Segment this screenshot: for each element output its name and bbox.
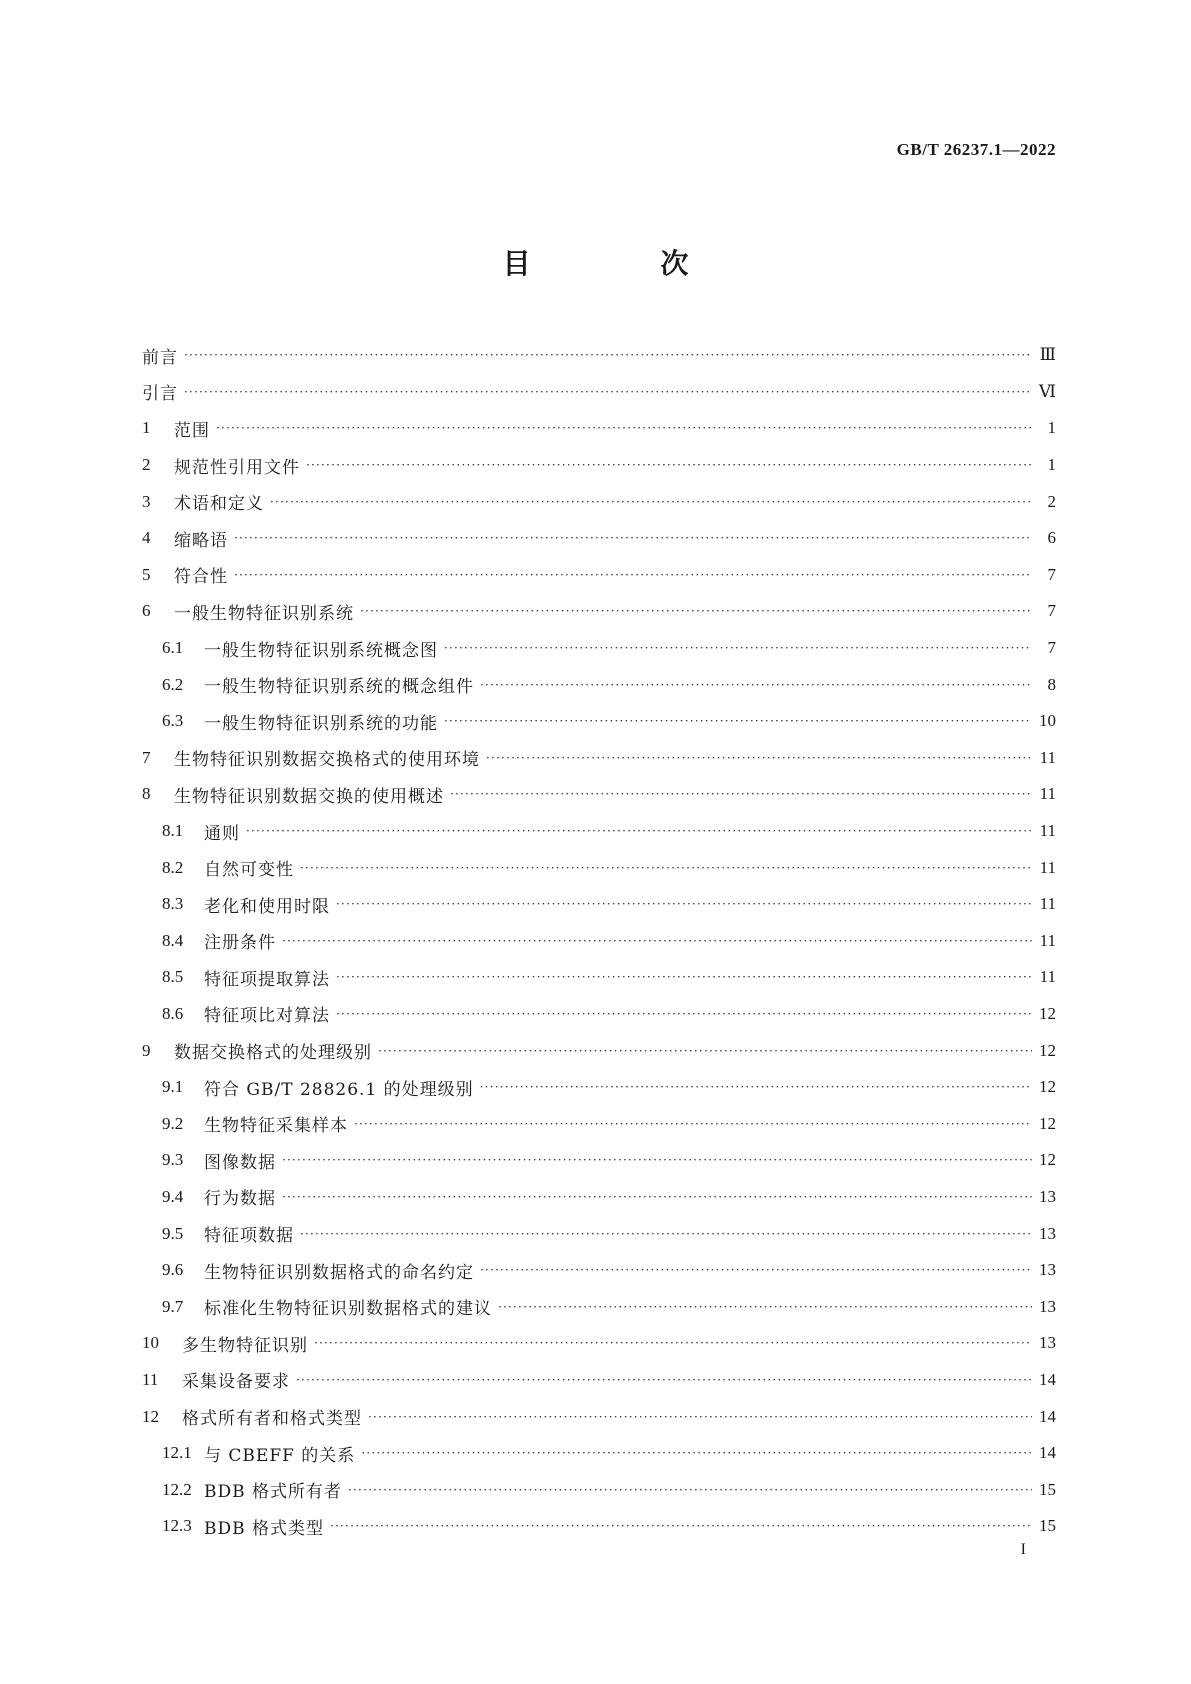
toc-entry-label: 生物特征识别数据交换格式的使用环境 — [174, 750, 480, 771]
toc-entry-page: 12 — [1039, 1003, 1056, 1023]
toc-entry-label: 引言 — [142, 384, 178, 405]
toc-entry-number: 9.4 — [162, 1186, 184, 1206]
toc-entry-label: 一般生物特征识别系统的概念组件 — [204, 677, 474, 698]
toc-entry[interactable] — [142, 1069, 1056, 1106]
toc-entry-page: 11 — [1039, 894, 1056, 914]
toc-leader-dots — [480, 1079, 1032, 1095]
toc-entry-number: 1 — [142, 418, 151, 438]
toc-entry[interactable] — [142, 337, 1056, 374]
toc-entry-label: 通则 — [204, 823, 240, 844]
toc-entry[interactable] — [142, 374, 1056, 411]
toc-entry-number: 7 — [142, 747, 151, 767]
toc-entry[interactable] — [142, 923, 1056, 960]
page-title: 目 次 — [502, 247, 749, 280]
toc-leader-dots — [184, 384, 1032, 400]
toc-entry-page: 11 — [1039, 821, 1056, 841]
toc-entry-number: 6.1 — [162, 638, 184, 658]
toc-leader-dots — [270, 494, 1032, 510]
toc-entry-page: 14 — [1039, 1406, 1056, 1426]
toc-entry-page: 14 — [1039, 1369, 1056, 1389]
toc-entry-number: 12.1 — [162, 1443, 192, 1463]
document-code: GB/T 26237.1—2022 — [896, 140, 1056, 159]
toc-entry-page: 1 — [1047, 455, 1056, 475]
toc-entry-page: 12 — [1039, 1150, 1056, 1170]
toc-entry-label: 规范性引用文件 — [174, 457, 300, 478]
toc-entry-label: BDB 格式所有者 — [204, 1482, 343, 1503]
toc-entry-label: 采集设备要求 — [182, 1372, 290, 1393]
toc-leader-dots — [444, 640, 1032, 656]
toc-entry-label: 自然可变性 — [204, 860, 294, 881]
toc-entry-page: 15 — [1039, 1516, 1056, 1536]
toc-entry-page: 11 — [1039, 967, 1056, 987]
toc-leader-dots — [216, 420, 1032, 436]
toc-entry[interactable] — [142, 520, 1056, 557]
toc-entry-number: 12 — [142, 1406, 159, 1426]
toc-entry-page: 14 — [1039, 1443, 1056, 1463]
toc-entry-label: 特征项比对算法 — [204, 1006, 330, 1027]
toc-leader-dots — [234, 530, 1032, 546]
toc-entry-page: 13 — [1039, 1223, 1056, 1243]
toc-entry-number: 8.2 — [162, 857, 184, 877]
toc-entry-label: 符合性 — [174, 567, 228, 588]
toc-entry-number: 8.5 — [162, 967, 184, 987]
toc-entry-number: 9.2 — [162, 1113, 184, 1133]
toc-leader-dots — [480, 677, 1032, 693]
toc-entry-label: 多生物特征识别 — [182, 1335, 308, 1356]
toc-entry[interactable] — [142, 703, 1056, 740]
toc-entry-page: 13 — [1039, 1186, 1056, 1206]
toc-entry[interactable] — [142, 630, 1056, 667]
toc-entry[interactable] — [142, 813, 1056, 850]
toc-entry-number: 3 — [142, 491, 151, 511]
toc-entry-number: 11 — [142, 1369, 159, 1389]
toc-leader-dots — [296, 1372, 1032, 1388]
toc-entry-label: 与 CBEFF 的关系 — [204, 1445, 356, 1466]
toc-entry-page: 12 — [1039, 1077, 1056, 1097]
toc-leader-dots — [361, 1445, 1032, 1461]
toc-entry-page: 13 — [1039, 1296, 1056, 1316]
toc-entry-label: 术语和定义 — [174, 494, 264, 515]
toc-entry-number: 8.1 — [162, 821, 184, 841]
toc-entry-number: 6.2 — [162, 674, 184, 694]
toc-entry-page: 11 — [1039, 747, 1056, 767]
toc-entry[interactable] — [142, 1032, 1056, 1069]
toc-entry-number: 9.1 — [162, 1077, 184, 1097]
toc-entry[interactable] — [142, 447, 1056, 484]
toc-leader-dots — [360, 603, 1032, 619]
toc-leader-dots — [306, 457, 1032, 473]
toc-entry-page: 13 — [1039, 1260, 1056, 1280]
toc-entry[interactable] — [142, 410, 1056, 447]
toc-entry-number: 6 — [142, 601, 151, 621]
toc-leader-dots — [282, 1152, 1032, 1168]
toc-entry-page: 12 — [1039, 1113, 1056, 1133]
toc-entry-page: 8 — [1047, 674, 1056, 694]
toc-entry[interactable] — [142, 483, 1056, 520]
toc-entry-number: 10 — [142, 1333, 159, 1353]
toc-entry[interactable] — [142, 1471, 1056, 1508]
toc-entry-label: 行为数据 — [204, 1189, 276, 1210]
toc-leader-dots — [300, 1226, 1032, 1242]
toc-entry-number: 2 — [142, 455, 151, 475]
toc-leader-dots — [300, 860, 1032, 876]
toc-entry-page: Ⅵ — [1038, 381, 1056, 401]
toc-entry[interactable] — [142, 996, 1056, 1033]
toc-entry-label: 生物特征识别数据格式的命名约定 — [204, 1262, 474, 1283]
toc-leader-dots — [234, 567, 1032, 583]
toc-entry-number: 9.5 — [162, 1223, 184, 1243]
toc-entry-page: 1 — [1047, 418, 1056, 438]
toc-entry-page: 11 — [1039, 857, 1056, 877]
toc-entry[interactable] — [142, 1362, 1056, 1399]
toc-entry-label: 生物特征采集样本 — [204, 1116, 348, 1137]
toc-entry-label: 一般生物特征识别系统 — [174, 603, 354, 624]
toc-leader-dots — [336, 896, 1032, 912]
toc-entry-label: 范围 — [174, 420, 210, 441]
toc-entry[interactable] — [142, 1142, 1056, 1179]
toc-entry-page: 15 — [1039, 1479, 1056, 1499]
toc-leader-dots — [378, 1043, 1032, 1059]
toc-entry-label: 缩略语 — [174, 530, 228, 551]
toc-entry-number: 4 — [142, 528, 151, 548]
toc-entry-number: 12.2 — [162, 1479, 192, 1499]
toc-entry-number: 5 — [142, 564, 151, 584]
toc-entry[interactable] — [142, 1288, 1056, 1325]
toc-entry-label: 一般生物特征识别系统概念图 — [204, 640, 438, 661]
toc-entry-label: 特征项提取算法 — [204, 969, 330, 990]
toc-entry[interactable] — [142, 1398, 1056, 1435]
toc-entry-page: 2 — [1047, 491, 1056, 511]
toc-entry-label: 生物特征识别数据交换的使用概述 — [174, 786, 444, 807]
toc-entry[interactable] — [142, 776, 1056, 813]
toc-leader-dots — [246, 823, 1032, 839]
toc-entry-label: 数据交换格式的处理级别 — [174, 1043, 372, 1064]
toc-leader-dots — [330, 1518, 1032, 1534]
toc-leader-dots — [368, 1409, 1032, 1425]
page-number: I — [1020, 1541, 1026, 1558]
toc-entry[interactable] — [142, 1325, 1056, 1362]
toc-entry-number: 9 — [142, 1040, 151, 1060]
toc-entry-number: 8.3 — [162, 894, 184, 914]
toc-entry[interactable] — [142, 1508, 1056, 1545]
toc-entry-label: BDB 格式类型 — [204, 1518, 325, 1539]
toc-entry-label: 老化和使用时限 — [204, 896, 330, 917]
toc-entry-page: 11 — [1039, 784, 1056, 804]
toc-entry-number: 12.3 — [162, 1516, 192, 1536]
toc-entry-label: 特征项数据 — [204, 1226, 294, 1247]
toc-leader-dots — [498, 1299, 1032, 1315]
toc-entry[interactable] — [142, 1435, 1056, 1472]
toc-entry[interactable] — [142, 1105, 1056, 1142]
toc-entry[interactable] — [142, 1215, 1056, 1252]
toc-entry[interactable] — [142, 1179, 1056, 1216]
toc-entry-number: 6.3 — [162, 711, 184, 731]
toc-entry[interactable] — [142, 557, 1056, 594]
toc-entry[interactable] — [142, 959, 1056, 996]
toc-entry-label: 图像数据 — [204, 1152, 276, 1173]
toc-entry-number: 9.6 — [162, 1260, 184, 1280]
toc-entry-label: 注册条件 — [204, 933, 276, 954]
toc-entry-label: 标准化生物特征识别数据格式的建议 — [204, 1299, 492, 1320]
toc-entry-page: 6 — [1047, 528, 1056, 548]
toc-entry[interactable] — [142, 740, 1056, 777]
toc-entry-number: 8.4 — [162, 930, 184, 950]
toc-entry-label: 符合 GB/T 28826.1 的处理级别 — [204, 1079, 474, 1100]
toc-entry-page: 12 — [1039, 1040, 1056, 1060]
toc-leader-dots — [314, 1335, 1032, 1351]
toc-leader-dots — [282, 933, 1032, 949]
toc-entry-label: 格式所有者和格式类型 — [182, 1409, 362, 1430]
toc-leader-dots — [336, 1006, 1032, 1022]
toc-entry-number: 8 — [142, 784, 151, 804]
toc-entry-number: 8.6 — [162, 1003, 184, 1023]
toc-entry-page: 7 — [1047, 601, 1056, 621]
toc-entry[interactable] — [142, 849, 1056, 886]
toc-leader-dots — [336, 969, 1032, 985]
toc-entry-number: 9.7 — [162, 1296, 184, 1316]
toc-leader-dots — [184, 347, 1032, 363]
toc-leader-dots — [450, 786, 1032, 802]
toc-entry-page: Ⅲ — [1039, 345, 1056, 365]
toc-entry[interactable] — [142, 1252, 1056, 1289]
toc-leader-dots — [348, 1482, 1032, 1498]
toc-entry[interactable] — [142, 666, 1056, 703]
toc-entry-page: 7 — [1047, 564, 1056, 584]
toc-entry-number: 9.3 — [162, 1150, 184, 1170]
toc-leader-dots — [486, 750, 1032, 766]
toc-leader-dots — [444, 713, 1032, 729]
toc-entry-page: 10 — [1039, 711, 1056, 731]
toc-entry-label: 前言 — [142, 347, 178, 368]
table-of-contents — [142, 337, 1056, 1545]
toc-leader-dots — [282, 1189, 1032, 1205]
toc-entry[interactable] — [142, 593, 1056, 630]
toc-entry-label: 一般生物特征识别系统的功能 — [204, 713, 438, 734]
toc-entry[interactable] — [142, 886, 1056, 923]
toc-leader-dots — [354, 1116, 1032, 1132]
toc-entry-page: 7 — [1047, 638, 1056, 658]
toc-leader-dots — [480, 1262, 1032, 1278]
toc-entry-page: 11 — [1039, 930, 1056, 950]
toc-entry-page: 13 — [1039, 1333, 1056, 1353]
